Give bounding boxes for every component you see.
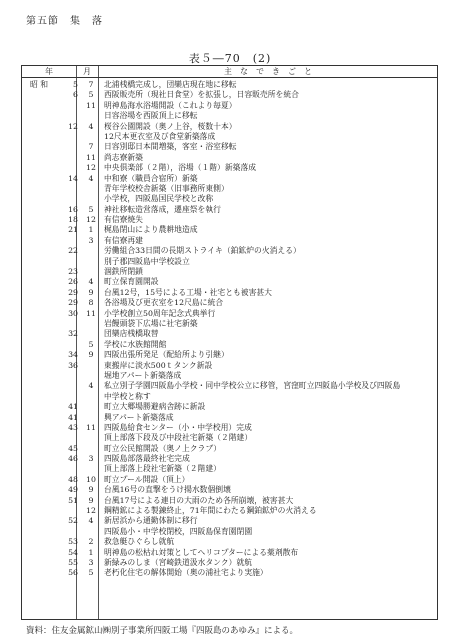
month-cell: 3 <box>88 557 94 567</box>
month-cell: 7 <box>88 142 94 152</box>
era-cell: 昭 和 <box>30 80 49 89</box>
year-cell: 16 <box>68 204 78 214</box>
event-cell: 四阪島給食センター（小・中学校用）完成 <box>104 422 252 432</box>
table-row <box>22 392 437 402</box>
month-cell: 8 <box>88 298 94 308</box>
year-cell: 23 <box>68 267 78 277</box>
event-cell: 町立保育園開設 <box>104 277 159 287</box>
event-cell: 私立別子学園四阪島小学校・同中学校公立に移管，宮窪町立四阪島小学校及び四阪島 <box>104 381 401 391</box>
event-cell: 鋼精鉱による製錬終止，71年間にわたる鋼鉑鉱炉の火消える <box>104 506 317 516</box>
event-cell: 中央倶楽部（２階），浴場（１階）新築落成 <box>104 163 257 173</box>
year-cell: 53 <box>68 537 78 547</box>
table-row <box>22 350 437 360</box>
event-cell: 頂上部落下段及び中段社宅新築（２階建） <box>104 433 253 443</box>
table-row <box>22 80 437 90</box>
month-cell: 5 <box>88 204 94 214</box>
table-row <box>22 361 437 371</box>
month-cell: 5 <box>88 339 94 349</box>
event-cell: 神社移転造営落成，遷座祭を執行 <box>104 204 221 214</box>
table-row <box>22 537 437 547</box>
event-cell: 日容別邸日本間増築，客室・浴室移転 <box>104 142 237 152</box>
year-cell: 14 <box>68 173 78 183</box>
year-cell: 41 <box>68 412 78 422</box>
event-cell: 町立大郷場勝避病舎跡に新設 <box>104 402 206 412</box>
event-cell: 中学校と称す <box>104 391 151 401</box>
month-cell: 11 <box>86 152 96 162</box>
event-cell: 岩饅頭袋下広場に社宅新築 <box>104 318 198 328</box>
table-row <box>22 506 437 516</box>
event-cell: 学校に水族館開館 <box>104 339 167 349</box>
table-row <box>22 485 437 495</box>
month-cell: 9 <box>88 287 94 297</box>
year-cell: 32 <box>68 329 78 339</box>
event-cell: 有信寮再建 <box>104 235 143 245</box>
table-row <box>22 225 437 235</box>
month-cell: 1 <box>88 225 94 235</box>
event-cell: 小学校創立50周年記念式典挙行 <box>104 308 216 318</box>
chronology-table <box>21 65 438 620</box>
table-row <box>22 205 437 215</box>
table-row <box>22 236 437 246</box>
year-cell: 18 <box>68 215 78 225</box>
month-cell: 4 <box>88 381 94 391</box>
event-cell: 新緑みのしま（宮崎鉄道汲水タンク）就航 <box>104 557 252 567</box>
event-cell: 町立公民館開設（奥ノ上クラブ） <box>104 443 222 453</box>
table-row <box>22 423 437 433</box>
month-cell: 11 <box>86 308 96 318</box>
table-row <box>22 558 437 568</box>
table-row <box>22 319 437 329</box>
month-cell: 4 <box>88 121 94 131</box>
table-header <box>22 66 437 78</box>
table-row <box>22 475 437 485</box>
event-cell: 中和寮（職員合宿所）新築 <box>104 173 198 183</box>
month-cell: 11 <box>86 422 96 432</box>
event-cell: 新居浜から通勤体制に移行 <box>104 516 198 526</box>
event-cell: 各浴場及び更衣室を12尺島に統合 <box>104 298 224 308</box>
header-year: 年 <box>45 67 53 76</box>
event-cell: 西阪販売所（現社日食堂）を拡張し，日容販売所を統合 <box>104 90 299 100</box>
event-cell: 桜谷公園開設（奥ノ上谷，桜数十本） <box>104 121 237 131</box>
table-row <box>22 257 437 267</box>
table-row <box>22 454 437 464</box>
event-cell: 尚志寮新築 <box>104 152 143 162</box>
month-cell: 12 <box>86 215 96 225</box>
table-row <box>22 194 437 204</box>
table-row <box>22 309 437 319</box>
year-cell: 51 <box>68 495 78 505</box>
header-events: 主 な で き ご と <box>224 67 312 76</box>
table-row <box>22 298 437 308</box>
event-cell: 東搬岸に淡水500ｔタンク新設 <box>104 360 213 370</box>
event-cell: 台風16号の直撃をうけ揚水数個倒壊 <box>104 485 231 495</box>
event-cell: 台風12号，15号による工場・社宅とも被害甚大 <box>104 287 272 297</box>
table-row <box>22 340 437 350</box>
year-cell: 26 <box>68 277 78 287</box>
year-cell: 41 <box>68 402 78 412</box>
table-row <box>22 413 437 423</box>
month-cell: 9 <box>88 485 94 495</box>
event-cell: 町立プール開設（頂上） <box>104 474 190 484</box>
event-cell: 興アパート新築落成 <box>104 412 174 422</box>
table-row <box>22 329 437 339</box>
table-row <box>22 516 437 526</box>
table-row <box>22 132 437 142</box>
event-cell: 日容浴場を西阪頂上に移転 <box>104 111 198 121</box>
event-cell: 団欒店桟橋取替 <box>104 329 159 339</box>
month-cell: 1 <box>88 547 94 557</box>
table-row <box>22 184 437 194</box>
year-cell: 55 <box>68 557 78 567</box>
event-cell: 有信寮焼失 <box>104 215 143 225</box>
month-cell: 7 <box>88 80 94 89</box>
month-cell: 4 <box>88 277 94 287</box>
year-cell: 49 <box>68 485 78 495</box>
table-row <box>22 433 437 443</box>
month-cell: 5 <box>88 90 94 100</box>
month-cell: 4 <box>88 516 94 526</box>
month-cell: 2 <box>88 537 94 547</box>
header-month: 月 <box>83 67 91 76</box>
event-cell: 老朽化住宅の解体開始（奥の浦社宅より実施） <box>104 568 268 578</box>
table-row <box>22 548 437 558</box>
year-cell: 29 <box>68 287 78 297</box>
month-cell: 10 <box>86 474 96 484</box>
year-cell: 46 <box>68 454 78 464</box>
event-cell: 梶島閉山により農耕地造成 <box>104 225 198 235</box>
year-cell: 52 <box>68 516 78 526</box>
year-cell: 5 <box>73 80 78 89</box>
table-row <box>22 101 437 111</box>
event-cell: 四阪島部落最終社宅完成 <box>104 454 190 464</box>
month-cell: 4 <box>88 173 94 183</box>
year-cell: 12 <box>68 121 78 131</box>
table-row <box>22 277 437 287</box>
table-row <box>22 402 437 412</box>
month-cell: 12 <box>86 163 96 173</box>
table-body <box>22 80 437 579</box>
table-row <box>22 246 437 256</box>
year-cell: 43 <box>68 422 78 432</box>
event-cell: 小学校，四阪島国民学校と改称 <box>104 194 214 204</box>
event-cell: 救急艇ひぐらし就航 <box>104 537 175 547</box>
event-cell: 頂上部落上段社宅新築（２階建） <box>104 464 221 474</box>
table-row <box>22 267 437 277</box>
event-cell: 四阪出張所発足（配給所より引継） <box>104 350 229 360</box>
event-cell: 労働組合33日間の長期ストライキ（鉑鉱炉の火消える） <box>104 246 301 256</box>
table-row <box>22 142 437 152</box>
event-cell: 涸鉄所閉鎖 <box>104 267 143 277</box>
table-row <box>22 568 437 578</box>
table-row <box>22 215 437 225</box>
table-row <box>22 496 437 506</box>
table-title: 表５―70 (2) <box>188 52 272 65</box>
table-row <box>22 464 437 474</box>
month-cell: 12 <box>86 506 96 516</box>
month-cell: 9 <box>88 495 94 505</box>
event-cell: 青年学校校舎新築（旧事務所東側） <box>104 183 229 193</box>
year-cell: 34 <box>68 350 78 360</box>
month-cell: 9 <box>88 350 94 360</box>
table-row <box>22 153 437 163</box>
year-cell: 45 <box>68 443 78 453</box>
event-cell: 12尺本更衣室及び食堂新築落成 <box>104 131 216 141</box>
event-cell: 明神島海水浴場開設（これより毎夏） <box>104 100 237 110</box>
table-row <box>22 111 437 121</box>
year-cell: 22 <box>68 246 78 256</box>
table-row <box>22 527 437 537</box>
table-row <box>22 444 437 454</box>
table-row <box>22 163 437 173</box>
table-row <box>22 90 437 100</box>
month-cell: 3 <box>88 454 94 464</box>
year-cell: 36 <box>68 360 78 370</box>
event-cell: 四阪島小・中学校閉校，四阪島保育園閉園 <box>104 526 253 536</box>
table-row <box>22 381 437 391</box>
year-cell: 54 <box>68 547 78 557</box>
source-note: 資料：住友金属鉱山㈱別子事業所四阪工場『四阪島のあゆみ』による。 <box>26 626 299 636</box>
table-row <box>22 122 437 132</box>
event-cell: 堀地アパート新築落成 <box>104 370 182 380</box>
year-cell: 30 <box>68 308 78 318</box>
event-cell: 別子郡四阪島中学校設立 <box>104 256 190 266</box>
year-cell: 6 <box>73 90 78 100</box>
month-cell: 3 <box>88 235 94 245</box>
event-cell: 明神島の松枯れ対策としてヘリコプターによる薬剤散布 <box>104 547 299 557</box>
section-heading: 第五節 集 落 <box>26 16 103 27</box>
month-cell: 5 <box>88 568 94 578</box>
year-cell: 21 <box>68 225 78 235</box>
table-row <box>22 174 437 184</box>
year-cell: 29 <box>68 298 78 308</box>
year-cell: 48 <box>68 474 78 484</box>
event-cell: 台風17号による連日の大雨のため各所崩壊，被害甚大 <box>104 495 294 505</box>
table-row <box>22 371 437 381</box>
event-cell: 北浦桟橋完成し，団欒店現在地に移転 <box>104 80 237 89</box>
year-cell: 56 <box>68 568 78 578</box>
month-cell: 11 <box>86 100 96 110</box>
table-row <box>22 288 437 298</box>
